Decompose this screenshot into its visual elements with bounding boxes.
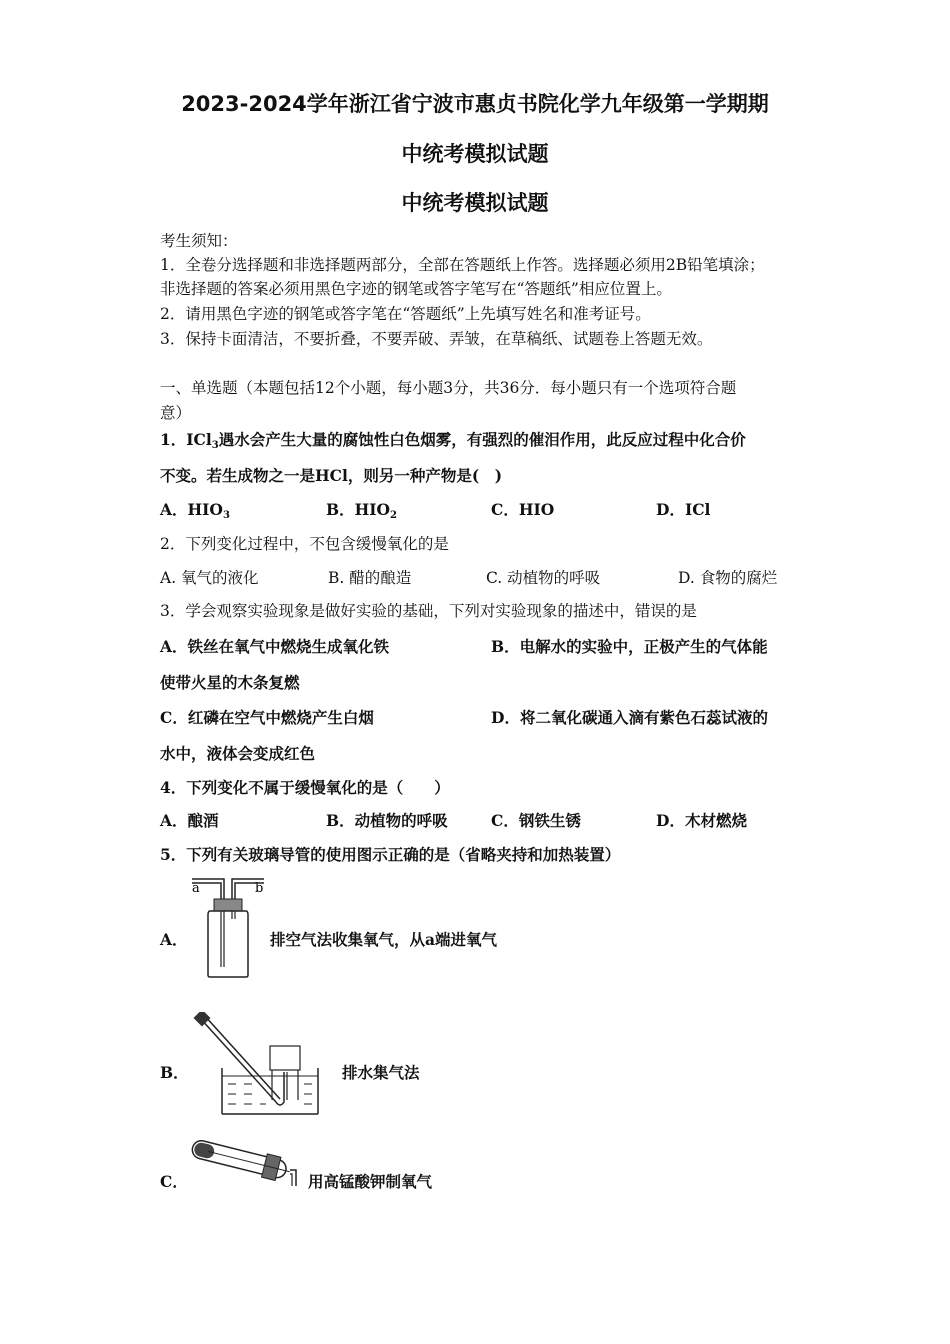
gas-bottle-diagram [188,873,268,981]
q5-option-b-label: B． [160,1063,189,1082]
notice-heading: 考生须知： [160,232,238,250]
test-tube-diagram [186,1140,306,1190]
q2-option-a: A. 氧气的液化 [160,569,259,587]
q2-option-d: D. 食物的腐烂 [678,569,778,587]
q3-option-a: A．铁丝在氧气中燃烧生成氧化铁 [160,637,390,656]
q2-option-b: B. 醋的酿造 [328,569,412,587]
q4-option-a: A．酿酒 [160,811,219,830]
q5-option-c-text: 用高锰酸钾制氧气 [308,1172,433,1191]
notice-item: 1．全卷分选择题和非选择题两部分，全部在答题纸上作答。选择题必须用2B铅笔填涂； [160,256,765,274]
q4-option-b: B．动植物的呼吸 [326,811,448,830]
section-heading-cont: 意） [160,404,192,422]
q3-stem: 3．学会观察实验现象是做好实验的基础，下列对实验现象的描述中，错误的是 [160,602,697,620]
diagram-label-b: b [255,881,264,896]
q5-stem: 5．下列有关玻璃导管的使用图示正确的是（省略夹持和加热装置） [160,845,621,864]
q3-option-c: C．红磷在空气中燃烧产生白烟 [160,708,374,727]
q1-option-d: D．ICl [656,500,711,519]
q1-stem: 1．ICl$_3$遇水会产生大量的腐蚀性白色烟雾，有强烈的催泪作用，此反应过程中化合价 [160,430,746,451]
q1-stem-cont: 不变。若生成物之一是HCl，则另一种产物是( ) [160,466,503,485]
q2-option-c: C. 动植物的呼吸 [486,569,601,587]
page-title: 2023-2024学年浙江省宁波市惠贞书院化学九年级第一学期期 [181,92,769,116]
q5-option-a-label: A． [160,930,188,949]
q4-stem: 4．下列变化不属于缓慢氧化的是（ ） [160,778,450,797]
q3-option-d-cont: 水中，液体会变成红色 [160,744,316,763]
q5-option-b-text: 排水集气法 [342,1063,420,1082]
page-subtitle: 中统考模拟试题 [401,142,549,166]
q1-option-c: C．HIO [491,500,555,519]
q1-option-a: A．$HIO_3$ [160,500,230,521]
section-heading: 一、单选题（本题包括12个小题，每小题3分，共36分．每小题只有一个选项符合题 [160,379,737,397]
q3-option-b-cont: 使带火星的木条复燃 [160,673,300,692]
notice-item: 非选择题的答案必须用黑色字迹的钢笔或答字笔写在“答题纸”相应位置上。 [160,280,672,298]
q5-option-a-text: 排空气法收集氧气，从a端进氧气 [270,930,498,949]
q1-option-b: B．$HIO_2$ [326,500,397,521]
q3-option-d: D．将二氧化碳通入滴有紫色石蕊试液的 [491,708,768,727]
q4-option-c: C．钢铁生锈 [491,811,581,830]
notice-item: 3．保持卡面清洁，不要折叠，不要弄破、弄皱，在草稿纸、试题卷上答题无效。 [160,330,713,348]
q4-option-d: D．木材燃烧 [656,811,747,830]
diagram-label-a: a [192,881,200,896]
water-trough-diagram [192,1012,322,1118]
q2-stem: 2．下列变化过程中，不包含缓慢氧化的是 [160,535,449,553]
page-subtitle-repeat: 中统考模拟试题 [401,191,549,215]
q3-option-b: B．电解水的实验中，正极产生的气体能 [491,637,768,656]
notice-item: 2．请用黑色字迹的钢笔或答字笔在“答题纸”上先填写姓名和准考证号。 [160,305,651,323]
q5-option-c-label: C． [160,1172,188,1191]
